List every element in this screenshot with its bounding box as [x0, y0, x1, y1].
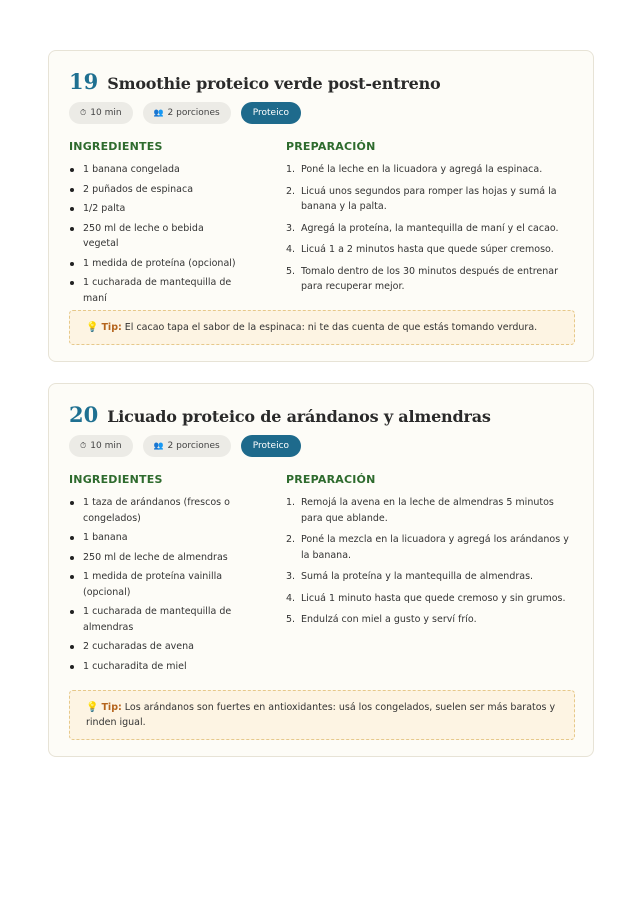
- time-label: 10 min: [90, 441, 122, 451]
- step-text: Licuá unos segundos para romper las hojas y sumá la banana y la palta.: [301, 185, 557, 212]
- recipe-title: Smoothie proteico verde post-entreno: [107, 74, 441, 93]
- recipe-title: Licuado proteico de arándanos y almendras: [107, 407, 491, 426]
- ingredient-item: 1 medida de proteína (opcional): [69, 256, 239, 272]
- ingredients-list: [69, 495, 239, 678]
- tip-box: [69, 690, 575, 740]
- recipe-header: [69, 69, 441, 94]
- recipe-header: [69, 402, 491, 427]
- preparation-heading: PREPARACIÓN: [286, 140, 376, 153]
- time-chip: [69, 102, 133, 124]
- servings-label: 2 porciones: [167, 441, 220, 451]
- step-text: Poné la mezcla en la licuadora y agregá los arándanos y la banana.: [301, 534, 569, 561]
- ingredient-item: 250 ml de leche de almendras: [69, 550, 239, 566]
- ingredients-heading: INGREDIENTES: [69, 473, 163, 486]
- step-text: Endulzá con miel a gusto y serví frío.: [301, 614, 477, 625]
- recipe-card: [48, 50, 594, 362]
- recipe-number: 20: [69, 402, 99, 427]
- step-text: Licuá 1 a 2 minutos hasta que quede súper cremoso.: [301, 244, 554, 255]
- preparation-heading: PREPARACIÓN: [286, 473, 376, 486]
- lightbulb-icon: 💡: [86, 322, 99, 333]
- step-text: Agregá la proteína, la mantequilla de maní y el cacao.: [301, 222, 559, 234]
- servings-chip: [143, 435, 231, 457]
- ingredient-item: 1/2 palta: [69, 201, 239, 217]
- ingredient-item: 1 banana congelada: [69, 162, 239, 178]
- recipe-card: [48, 383, 594, 757]
- servings-chip: [143, 102, 231, 124]
- ingredient-item: 1 taza de arándanos (frescos o congelados): [69, 495, 239, 526]
- step-item: 1. Poné la leche en la licuadora y agregá la espinaca.: [286, 164, 543, 175]
- tip-text: Los arándanos son fuertes en antioxidantes: usá los congelados, suelen ser más baratos y rinden igual.: [86, 702, 556, 728]
- tip-box: [69, 310, 575, 345]
- step-item: 5. Endulzá con miel a gusto y serví frío.: [286, 614, 477, 625]
- timer-icon: ⏱: [80, 108, 87, 117]
- step-item: 2. Licuá unos segundos para romper las hojas y sumá la banana y la palta.: [286, 185, 557, 212]
- time-chip: [69, 435, 133, 457]
- time-label: 10 min: [90, 108, 122, 118]
- recipe-meta: [69, 102, 311, 124]
- ingredient-item: 1 cucharada de mantequilla de maní: [69, 275, 239, 306]
- step-text: Poné la leche en la licuadora y agregá la espinaca.: [301, 164, 543, 175]
- ingredient-item: 1 cucharadita de miel: [69, 659, 239, 675]
- people-icon: 👥: [153, 108, 164, 117]
- step-text: Tomalo dentro de los 30 minutos después de entrenar para recuperar mejor.: [301, 265, 559, 292]
- step-item: 3. Sumá la proteína y la mantequilla de almendras.: [286, 571, 534, 582]
- people-icon: 👥: [153, 441, 164, 450]
- recipe-meta: [69, 435, 311, 457]
- ingredient-item: 1 cucharada de mantequilla de almendras: [69, 604, 239, 635]
- ingredients-heading: INGREDIENTES: [69, 140, 163, 153]
- category-tag: Proteico: [241, 102, 301, 124]
- step-text: Sumá la proteína y la mantequilla de almendras.: [301, 571, 534, 582]
- category-tag: Proteico: [241, 435, 301, 457]
- tip-label: Tip:: [101, 702, 122, 713]
- step-text: Licuá 1 minuto hasta que quede cremoso y sin grumos.: [301, 592, 566, 604]
- step-item: 3. Agregá la proteína, la mantequilla de maní y el cacao.: [286, 222, 559, 234]
- step-item: 1. Remojá la avena en la leche de almendras 5 minutos para que ablande.: [286, 497, 554, 524]
- ingredient-item: 2 puñados de espinaca: [69, 182, 239, 198]
- preparation-steps: [286, 495, 578, 634]
- step-text: Remojá la avena en la leche de almendras 5 minutos para que ablande.: [301, 497, 554, 524]
- timer-icon: ⏱: [80, 441, 87, 450]
- tip-text: El cacao tapa el sabor de la espinaca: ni te das cuenta de que estás tomando verdura.: [124, 322, 538, 333]
- ingredient-item: 1 medida de proteína vainilla (opcional): [69, 569, 239, 600]
- tip-label: Tip:: [101, 322, 122, 333]
- step-item: 2. Poné la mezcla en la licuadora y agregá los arándanos y la banana.: [286, 534, 569, 561]
- ingredient-item: 2 cucharadas de avena: [69, 639, 239, 655]
- step-item: 5. Tomalo dentro de los 30 minutos después de entrenar para recuperar mejor.: [286, 265, 559, 292]
- ingredients-list: [69, 162, 239, 330]
- step-item: 4. Licuá 1 a 2 minutos hasta que quede súper cremoso.: [286, 244, 554, 255]
- ingredient-item: 250 ml de leche o bebida vegetal: [69, 221, 239, 252]
- step-item: 4. Licuá 1 minuto hasta que quede cremoso y sin grumos.: [286, 592, 566, 604]
- preparation-steps: [286, 162, 578, 301]
- servings-label: 2 porciones: [167, 108, 220, 118]
- ingredient-item: 1 banana: [69, 530, 239, 546]
- recipe-number: 19: [69, 69, 99, 94]
- lightbulb-icon: 💡: [86, 702, 99, 713]
